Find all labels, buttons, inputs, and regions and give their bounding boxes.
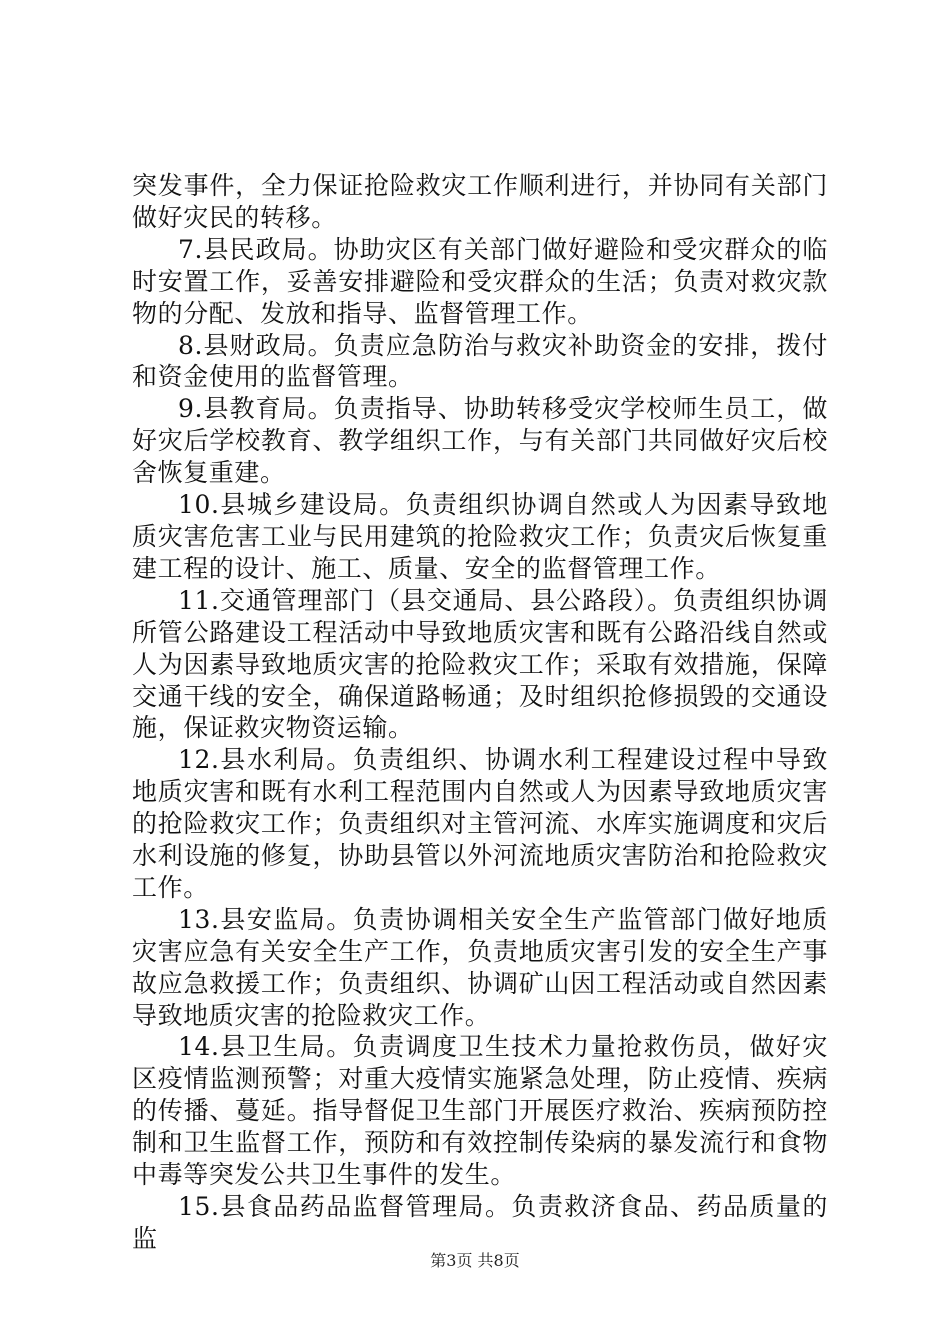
paragraph-continuation: 突发事件，全力保证抢险救灾工作顺利进行，并协同有关部门做好灾民的转移。 bbox=[132, 171, 828, 232]
paragraph-item-15: 15.县食品药品监督管理局。负责救济食品、药品质量的监 bbox=[132, 1192, 828, 1253]
paragraph-item-9: 9.县教育局。负责指导、协助转移受灾学校师生员工，做好灾后学校教育、教学组织工作，与有关部门共同做好灾后校舍恢复重建。 bbox=[132, 394, 828, 488]
paragraph-item-7: 7.县民政局。协助灾区有关部门做好避险和受灾群众的临时安置工作，妥善安排避险和受灾群众的生活；负责对救灾款物的分配、发放和指导、监督管理工作。 bbox=[132, 234, 828, 328]
paragraph-item-13: 13.县安监局。负责协调相关安全生产监管部门做好地质灾害应急有关安全生产工作，负责地质灾害引发的安全生产事故应急救援工作；负责组织、协调矿山因工程活动或自然因素导致地质灾害的抢险救灾工作。 bbox=[132, 904, 828, 1030]
paragraph-item-10: 10.县城乡建设局。负责组织协调自然或人为因素导致地质灾害危害工业与民用建筑的抢险救灾工作；负责灾后恢复重建工程的设计、施工、质量、安全的监督管理工作。 bbox=[132, 490, 828, 583]
page-number-footer: 第3页 共8页 bbox=[430, 1251, 520, 1270]
paragraph-item-12: 12.县水利局。负责组织、协调水利工程建设过程中导致地质灾害和既有水利工程范围内自然或人为因素导致地质灾害的抢险救灾工作；负责组织对主管河流、水库实施调度和灾后水利设施的修复，协助县管以外河流地质灾害防治和抢险救灾工作。 bbox=[132, 745, 828, 902]
paragraph-item-14: 14.县卫生局。负责调度卫生技术力量抢救伤员，做好灾区疫情监测预警；对重大疫情实施紧急处理，防止疫情、疾病的传播、蔓延。指导督促卫生部门开展医疗救治、疾病预防控制和卫生监督工作，预防和有效控制传染病的暴发流行和食物中毒等突发公共卫生事件的发生。 bbox=[132, 1032, 828, 1190]
paragraph-item-8: 8.县财政局。负责应急防治与救灾补助资金的安排，拨付和资金使用的监督管理。 bbox=[132, 330, 828, 392]
paragraph-item-11: 11.交通管理部门（县交通局、县公路段）。负责组织协调所管公路建设工程活动中导致地质灾害和既有公路沿线自然或人为因素导致地质灾害的抢险救灾工作；采取有效措施，保障交通干线的安全，确保道路畅通；及时组织抢修损毁的交通设施，保证救灾物资运输。 bbox=[132, 585, 828, 743]
document-body bbox=[132, 170, 828, 1255]
